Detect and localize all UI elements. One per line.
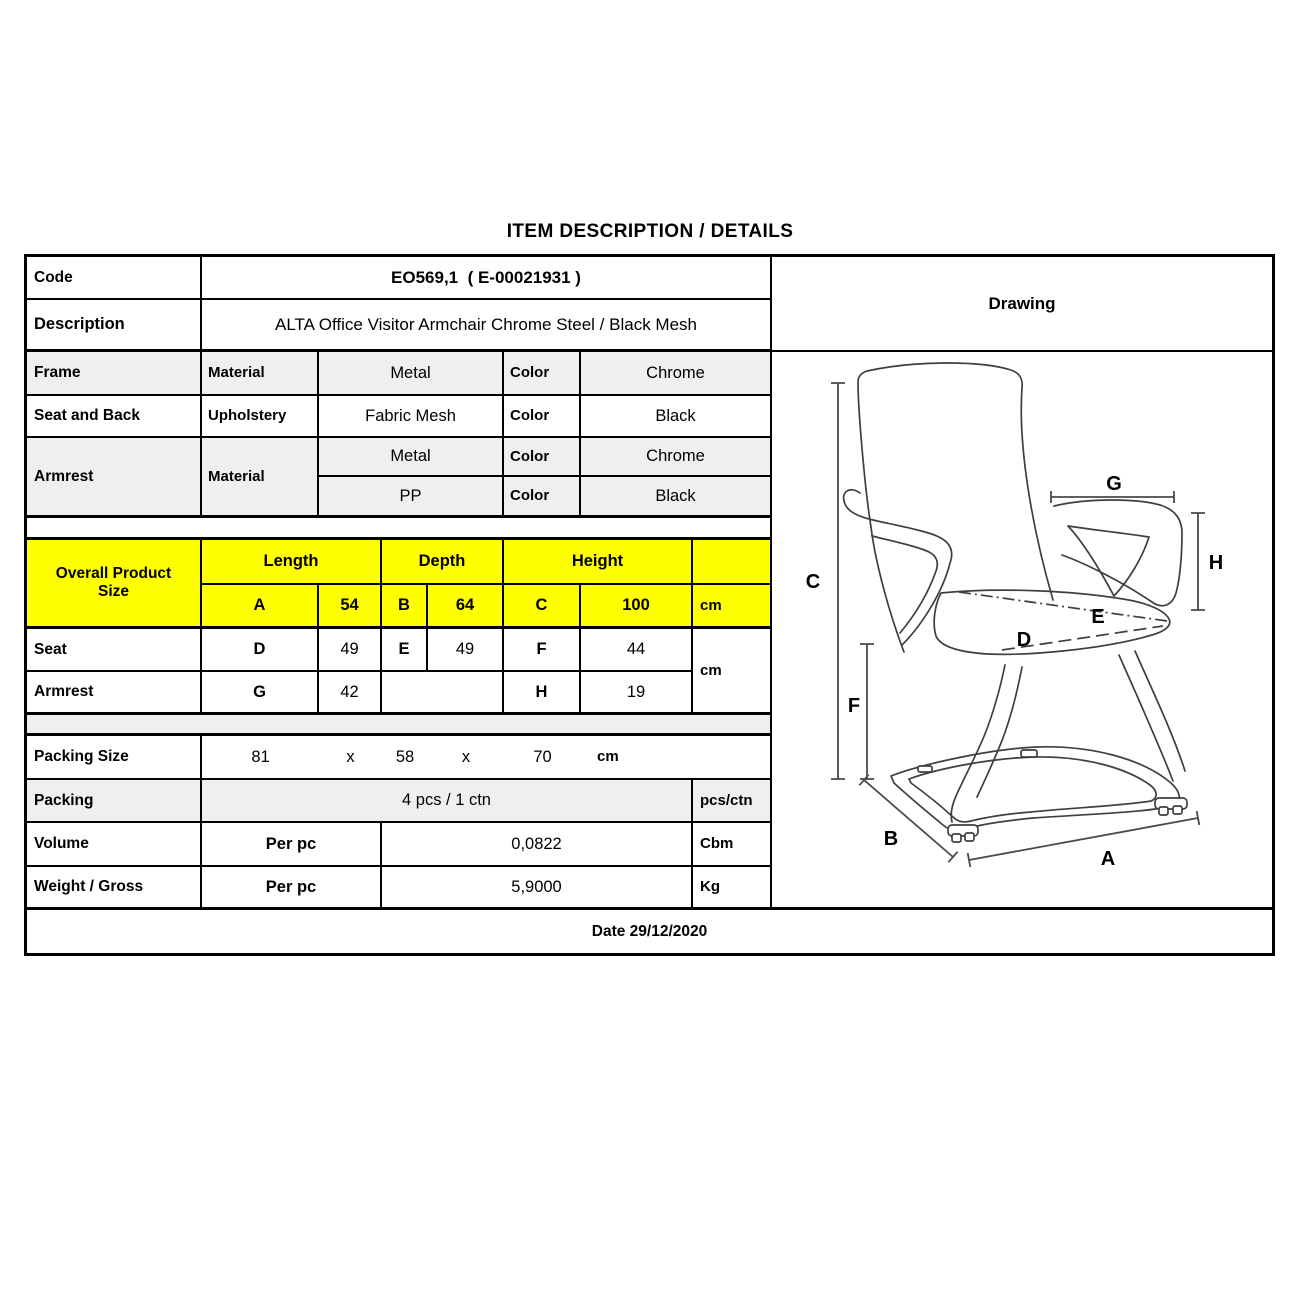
- dimension-lines: [831, 383, 1205, 867]
- seat-size-label: Seat: [27, 629, 202, 672]
- chair-backrest: [858, 363, 1053, 652]
- frame-material-label: Material: [202, 352, 319, 396]
- length-header: Length: [202, 540, 382, 585]
- spacer-row-2: [27, 715, 772, 736]
- dim-label-g: G: [1106, 473, 1122, 495]
- description-label: Description: [27, 300, 202, 352]
- packing-size-label: Packing Size: [27, 736, 202, 780]
- chair-far-foot-tab2: [918, 766, 932, 772]
- dim-line-c: [831, 383, 845, 779]
- packing-label: Packing: [27, 780, 202, 823]
- seat-back-material-value: Fabric Mesh: [319, 396, 504, 438]
- depth-header: Depth: [382, 540, 504, 585]
- armrest-pp-color-label: Color: [504, 477, 581, 518]
- volume-label: Volume: [27, 823, 202, 867]
- dim-label-h: H: [1208, 552, 1224, 574]
- dim-e-letter: E: [382, 629, 428, 672]
- seat-back-color-label: Color: [504, 396, 581, 438]
- frame-material-value: Metal: [319, 352, 504, 396]
- weight-label: Weight / Gross: [27, 867, 202, 910]
- dim-f-letter: F: [504, 629, 581, 672]
- dim-label-e: E: [1091, 606, 1105, 628]
- packing-size-unit: cm: [597, 748, 619, 766]
- overall-size-empty-cell: [693, 540, 772, 585]
- code-label: Code: [27, 257, 202, 300]
- armrest-pp-color-value: Black: [581, 477, 772, 518]
- seat-back-color-value: Black: [581, 396, 772, 438]
- armrest-pp-value: PP: [319, 477, 504, 518]
- dim-label-d: D: [1016, 629, 1032, 651]
- spec-table: [24, 254, 1275, 956]
- dim-a-letter: A: [202, 585, 319, 629]
- dim-line-f: [860, 644, 874, 779]
- chair-right-armrest-inner: [1068, 526, 1149, 596]
- volume-per-pc: Per pc: [202, 823, 382, 867]
- packing-unit: pcs/ctn: [693, 780, 772, 823]
- armrest-size-label: Armrest: [27, 672, 202, 715]
- dim-label-a: A: [1100, 848, 1116, 870]
- spacer-row-1: [27, 518, 772, 540]
- armrest-size-empty-cell: [382, 672, 504, 715]
- dim-d-value: 49: [319, 629, 382, 672]
- dim-c-value: 100: [581, 585, 693, 629]
- chair-seat: [934, 590, 1170, 654]
- dim-label-f: F: [847, 695, 861, 717]
- chair-front-foot-nub2: [965, 833, 974, 841]
- frame-color-value: Chrome: [581, 352, 772, 396]
- chair-right-foot-nub1: [1159, 807, 1168, 815]
- packing-size-width: 58: [395, 747, 415, 766]
- chair-front-tube-left: [951, 665, 1005, 822]
- dim-h-letter: H: [504, 672, 581, 715]
- overall-size-unit: cm: [693, 585, 772, 629]
- armrest-material-label: Material: [202, 438, 319, 518]
- seat-back-upholstery-label: Upholstery: [202, 396, 319, 438]
- code-value: EO569,1 ( E-00021931 ): [202, 257, 772, 300]
- dim-g-letter: G: [202, 672, 319, 715]
- seat-armrest-unit: cm: [693, 629, 772, 715]
- chair-rear-tube-right: [1135, 651, 1185, 771]
- packing-value: 4 pcs / 1 ctn: [202, 780, 693, 823]
- dim-a-value: 54: [319, 585, 382, 629]
- chair-far-foot-tab1: [1021, 750, 1037, 757]
- drawing-header: Drawing: [772, 257, 1272, 352]
- dim-line-b: [859, 775, 957, 863]
- overall-size-label: Overall Product Size: [27, 540, 202, 629]
- date-row: Date 29/12/2020: [27, 910, 1272, 953]
- volume-value: 0,0822: [382, 823, 693, 867]
- dim-h-value: 19: [581, 672, 693, 715]
- chair-front-foot-nub1: [952, 834, 961, 842]
- dim-f-value: 44: [581, 629, 693, 672]
- weight-unit: Kg: [693, 867, 772, 910]
- frame-color-label: Color: [504, 352, 581, 396]
- armrest-metal-color-label: Color: [504, 438, 581, 477]
- dim-line-h: [1191, 513, 1205, 610]
- dim-c-letter: C: [504, 585, 581, 629]
- volume-unit: Cbm: [693, 823, 772, 867]
- chair-technical-drawing: [772, 352, 1269, 907]
- dim-e-value: 49: [428, 629, 504, 672]
- page-title: ITEM DESCRIPTION / DETAILS: [506, 221, 794, 242]
- packing-size-height: 70: [533, 747, 552, 766]
- height-header: Height: [504, 540, 693, 585]
- description-value: ALTA Office Visitor Armchair Chrome Steel / Black Mesh: [202, 300, 772, 352]
- armrest-metal-value: Metal: [319, 438, 504, 477]
- chair-right-foot-nub2: [1173, 806, 1182, 814]
- dim-line-a: [968, 811, 1200, 867]
- packing-size-values: [202, 736, 770, 778]
- dim-label-b: B: [883, 828, 899, 850]
- chair-outline: [844, 363, 1187, 842]
- chair-base-outer: [891, 747, 1179, 831]
- packing-size-sep1: x: [346, 747, 355, 766]
- weight-per-pc: Per pc: [202, 867, 382, 910]
- dim-g-value: 42: [319, 672, 382, 715]
- dim-d-letter: D: [202, 629, 319, 672]
- dim-label-c: C: [805, 571, 821, 593]
- seat-back-label: Seat and Back: [27, 396, 202, 438]
- armrest-label: Armrest: [27, 438, 202, 518]
- chair-left-armrest-outer: [844, 490, 952, 645]
- weight-value: 5,9000: [382, 867, 693, 910]
- dim-b-value: 64: [428, 585, 504, 629]
- chair-right-armrest-outer: [1054, 500, 1182, 606]
- drawing-area: [772, 352, 1272, 910]
- packing-size-length: 81: [251, 747, 270, 766]
- dim-b-letter: B: [382, 585, 428, 629]
- packing-size-sep2: x: [461, 747, 471, 766]
- frame-label: Frame: [27, 352, 202, 396]
- dim-dash-e: [959, 592, 1167, 621]
- armrest-metal-color-value: Chrome: [581, 438, 772, 477]
